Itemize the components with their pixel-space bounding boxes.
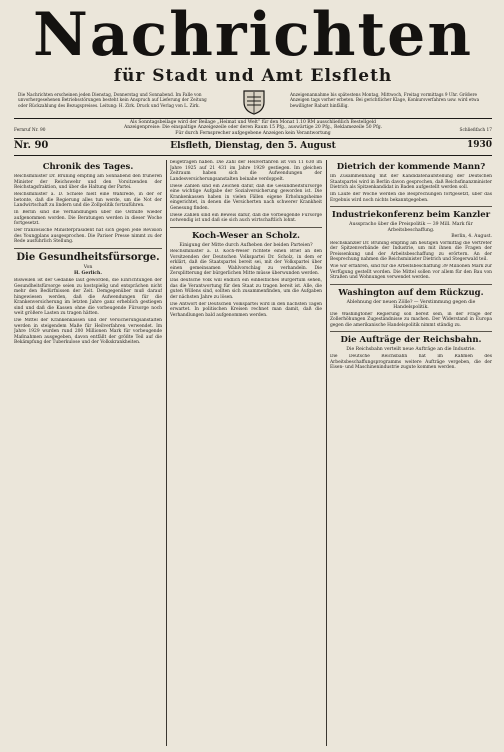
post-box: Schließfach 17 xyxy=(459,128,492,133)
column-divider xyxy=(166,160,167,746)
article-paragraph: Reichsminister a. D. Koch-Weser richtete einen Brief an den Vorsitzenden der Deutschen Volkspartei Dr. Scholz, in dem er erklärt, daß die Staatspartei bereit sei, mit der Volkspartei über einen gemeinsamen Wahlvorschlag zu verhandeln. Die Zersplitterung der bürgerlichen Mitte müsse überwunden werden. xyxy=(170,249,322,277)
article-subheading: Einigung der Mitte durch Aufheben der beiden Parteien? xyxy=(179,242,313,248)
article-subheading: Ausspracho über die Preispolitik — 39 Mill. Mark für Arbeitsbeschaffung. xyxy=(349,222,473,233)
article-subheading: Die Reichsbahn verteilt neue Aufträge an die Industrie. xyxy=(346,347,476,353)
article-heading-dietrich: Dietrich der kommende Mann? xyxy=(336,162,486,172)
article-heading-industriekonferenz: Industriekonferenz beim Kanzler xyxy=(331,210,491,220)
info-line-3: Für durch Fernsprecher aufgegebene Anzeigen kein Verantwortung xyxy=(175,130,331,136)
article-separator xyxy=(330,284,492,285)
article-location: Berlin, 4. August. xyxy=(451,234,492,240)
article-separator xyxy=(330,206,492,207)
article-heading-chronik: Chronik des Tages. xyxy=(42,162,134,172)
column-divider xyxy=(326,160,327,746)
article-paragraph: Die Deutsche Reichsbahn hat im Rahmen des Arbeitsbeschaffungsprogramms weitere Aufträge vergeben, die der Eisen- und Maschinenindustrie zugute kommen werden. xyxy=(330,354,492,371)
issue-year: 1930 xyxy=(466,140,492,150)
coat-of-arms-icon xyxy=(240,88,268,116)
article-paragraph: Im Zusammenhang mit der Kandidatenaufstellung der Deutschen Staatspartei wird in Berlin davon gesprochen, daß Reichsfinanzminister Dietrich als Spitzenkandidat in Baden aufgestellt werden soll. xyxy=(330,174,492,190)
article-heading-gesundheit: Die Gesundheitsfürsorge. xyxy=(16,251,160,263)
article-heading-washington: Washington auf dem Rückzug. xyxy=(338,287,484,298)
column-2 xyxy=(170,160,322,746)
article-paragraph: Wie wir erfahren, sind für die Arbeitsbeschaffung 39 Millionen Mark zur Verfügung gestellt worden. Die Mittel sollen vor allem für den Bau von Straßen und Wohnungen verwendet werden. xyxy=(330,264,492,281)
info-block xyxy=(14,120,492,136)
masthead xyxy=(14,0,492,116)
info-line-1: Als Sonntagsbeilage wird der Beilage „Heimat und Welt“ für den Monat 1.10 RM ausschließlich Bestellgeld xyxy=(129,120,377,125)
masthead-right-notice: Anzeigenannahme bis spätestens Montag, Mittwoch, Freitag vormittags 9 Uhr. Größere Anzeigen tags vorher erbeten. Bei gerichtlicher Klage, Konkursverfahren usw. wird etwa bewilligter Rabatt hinfällig. xyxy=(290,92,480,108)
phone-number: Fernruf Nr. 90 xyxy=(14,128,46,133)
article-paragraph: beigetragen haben. Die Zahl der Heilverfahren ist von 11 630 im Jahre 1925 auf 21 431 im Jahre 1929 gestiegen. Im gleichen Zeitraum haben sich die Aufwendungen der Landesversicherungsanstalten beinahe verdoppelt. xyxy=(170,160,322,182)
article-paragraph: In Berlin sind die Verhandlungen über die Osthilfe wieder aufgenommen worden. Die Beratungen werden in dieser Woche fortgesetzt. xyxy=(14,210,162,226)
newspaper-subtitle: für Stadt und Amt Elsfleth xyxy=(113,66,393,86)
issue-rule-top xyxy=(14,138,492,139)
article-paragraph: Reichsminister a. D. Schiele hielt eine Wahlrede, in der er betonte, daß die Regierung alles tun werde, um die Not der Landwirtschaft zu lindern und die Zollpolitik fortzuführen. xyxy=(14,192,162,208)
article-paragraph: Die Mittel der Krankenkassen und der Versicherungsanstalten werden in steigendem Maße für Heilverfahren verwendet. Im Jahre 1929 wurden rund 200 Millionen Mark für vorbeugende Maßnahmen ausgegeben, davon entfällt der größte Teil auf die Bekämpfung der Tuberkulose und der Volkskrankheiten. xyxy=(14,318,162,346)
article-separator xyxy=(330,331,492,332)
article-paragraph: Die Antwort der Deutschen Volkspartei wird in den nächsten Tagen erwartet. In politischen Kreisen rechnet man damit, daß die Verhandlungen bald aufgenommen werden. xyxy=(170,301,322,318)
issue-rule-bottom xyxy=(14,155,492,156)
info-line-2: Anzeigenpreise: Die einspaltige Anzeigezeile oder deren Raum 15 Pfg., auswärtige 20 Pfg., Reklamezeile 50 Pfg. xyxy=(123,125,383,131)
dateline: Elsfleth, Dienstag, den 5. August xyxy=(170,141,336,151)
article-heading-reichsbahn: Die Aufträge der Reichsbahn. xyxy=(340,335,482,346)
article-paragraph: Diese Zahlen sind ein Zeichen dafür, daß die Gesundheitsfürsorge eine wichtige Aufgabe der Sozialversicherung geworden ist. Die Krankenkassen haben in vielen Fällen eigene Erholungsheime eingerichtet, in denen die Versicherten nach schwerer Krankheit Genesung finden. xyxy=(170,183,322,211)
issue-bar xyxy=(14,140,492,154)
column-1 xyxy=(14,160,162,746)
article-paragraph: Die Washingtoner Regierung soll bereit sein, in der Frage der Zollerhöhungen Zugeständnisse zu machen. Der Widerstand in Europa gegen die amerikanische Handelspolitik nimmt ständig zu. xyxy=(330,311,492,328)
column-3 xyxy=(330,160,492,746)
article-separator xyxy=(14,248,162,249)
article-paragraph: Bisweilen ist der Gedanke laut geworden, die Einrichtungen der Gesundheitsfürsorge seien zu kostspielig und entsprächen nicht mehr den Bedürfnissen der Zeit. Demgegenüber muß darauf hingewiesen werden, daß die Aufwendungen für die Krankenversicherung im letzten Jahre ganz erheblich gestiegen sind und daß die Kassen ohne die vorbeugende Fürsorge noch weit größere Lasten zu tragen hätten. xyxy=(14,278,162,317)
article-paragraph: Diese Zahlen sind ein Beweis dafür, daß die vorbeugende Fürsorge notwendig ist und daß sie sich auch wirtschaftlich lohnt. xyxy=(170,212,322,223)
masthead-left-notice: Die Nachrichten erscheinen jeden Dienstag, Donnerstag und Sonnabend. Im Falle von unvorhergesehenen Betriebsstörungen besteht kein Anspruch auf Lieferung der Zeitung oder Rückzahlung des Bezugspreises. Leitung: H. Zirk. Druck und Verlag von L. Zirk. xyxy=(18,92,207,108)
article-byline-prefix: Von xyxy=(83,264,93,270)
article-subheading: Ablehnung der neuen Zölle? — Verstimmung gegen die Handelspolitik. xyxy=(346,299,476,311)
top-rule xyxy=(14,118,492,119)
article-separator xyxy=(170,227,322,228)
article-paragraph: Reichsminister Dr. Brüning empfing am Sonnabend den früheren Minister der Reichswehr und den Vorsitzenden der Reichstagsfraktion, und über die Haltung der Partei. xyxy=(14,174,162,190)
article-paragraph: Im Laufe der Woche werden die Besprechungen fortgesetzt, über das Ergebnis wird noch nichts bekanntgegeben. xyxy=(330,192,492,203)
article-author: H. Gerlich. xyxy=(73,271,103,277)
newspaper-title: Nachrichten xyxy=(33,0,473,70)
article-paragraph: Das deutsche Volk will endlich ein einheitliches Bürgertum sehen, das die Verantwortung für den Staat zu tragen bereit ist. Alle, die guten Willens sind, sollten sich zusammenfinden, um die Aufgaben der nächsten Jahre zu lösen. xyxy=(170,278,322,300)
issue-number: Nr. 90 xyxy=(14,140,49,151)
article-heading-koch-weser: Koch-Weser an Scholz. xyxy=(191,230,300,241)
article-paragraph: Reichskanzler Dr. Brüning empfing am heutigen Vormittag die Vertreter der Spitzenverbände der Industrie, um mit ihnen die Fragen der Preissenkung und der Arbeitsbeschaffung zu erörtern. An der Besprechung nahmen die Reichsminister Dietrich und Stegerwald teil. xyxy=(330,240,492,263)
article-paragraph: Der französische Ministerpräsident hat sich gegen jede Revision des Youngplans ausgesprochen. Die Pariser Presse nimmt zu der Rede ausführlich Stellung. xyxy=(14,228,162,244)
